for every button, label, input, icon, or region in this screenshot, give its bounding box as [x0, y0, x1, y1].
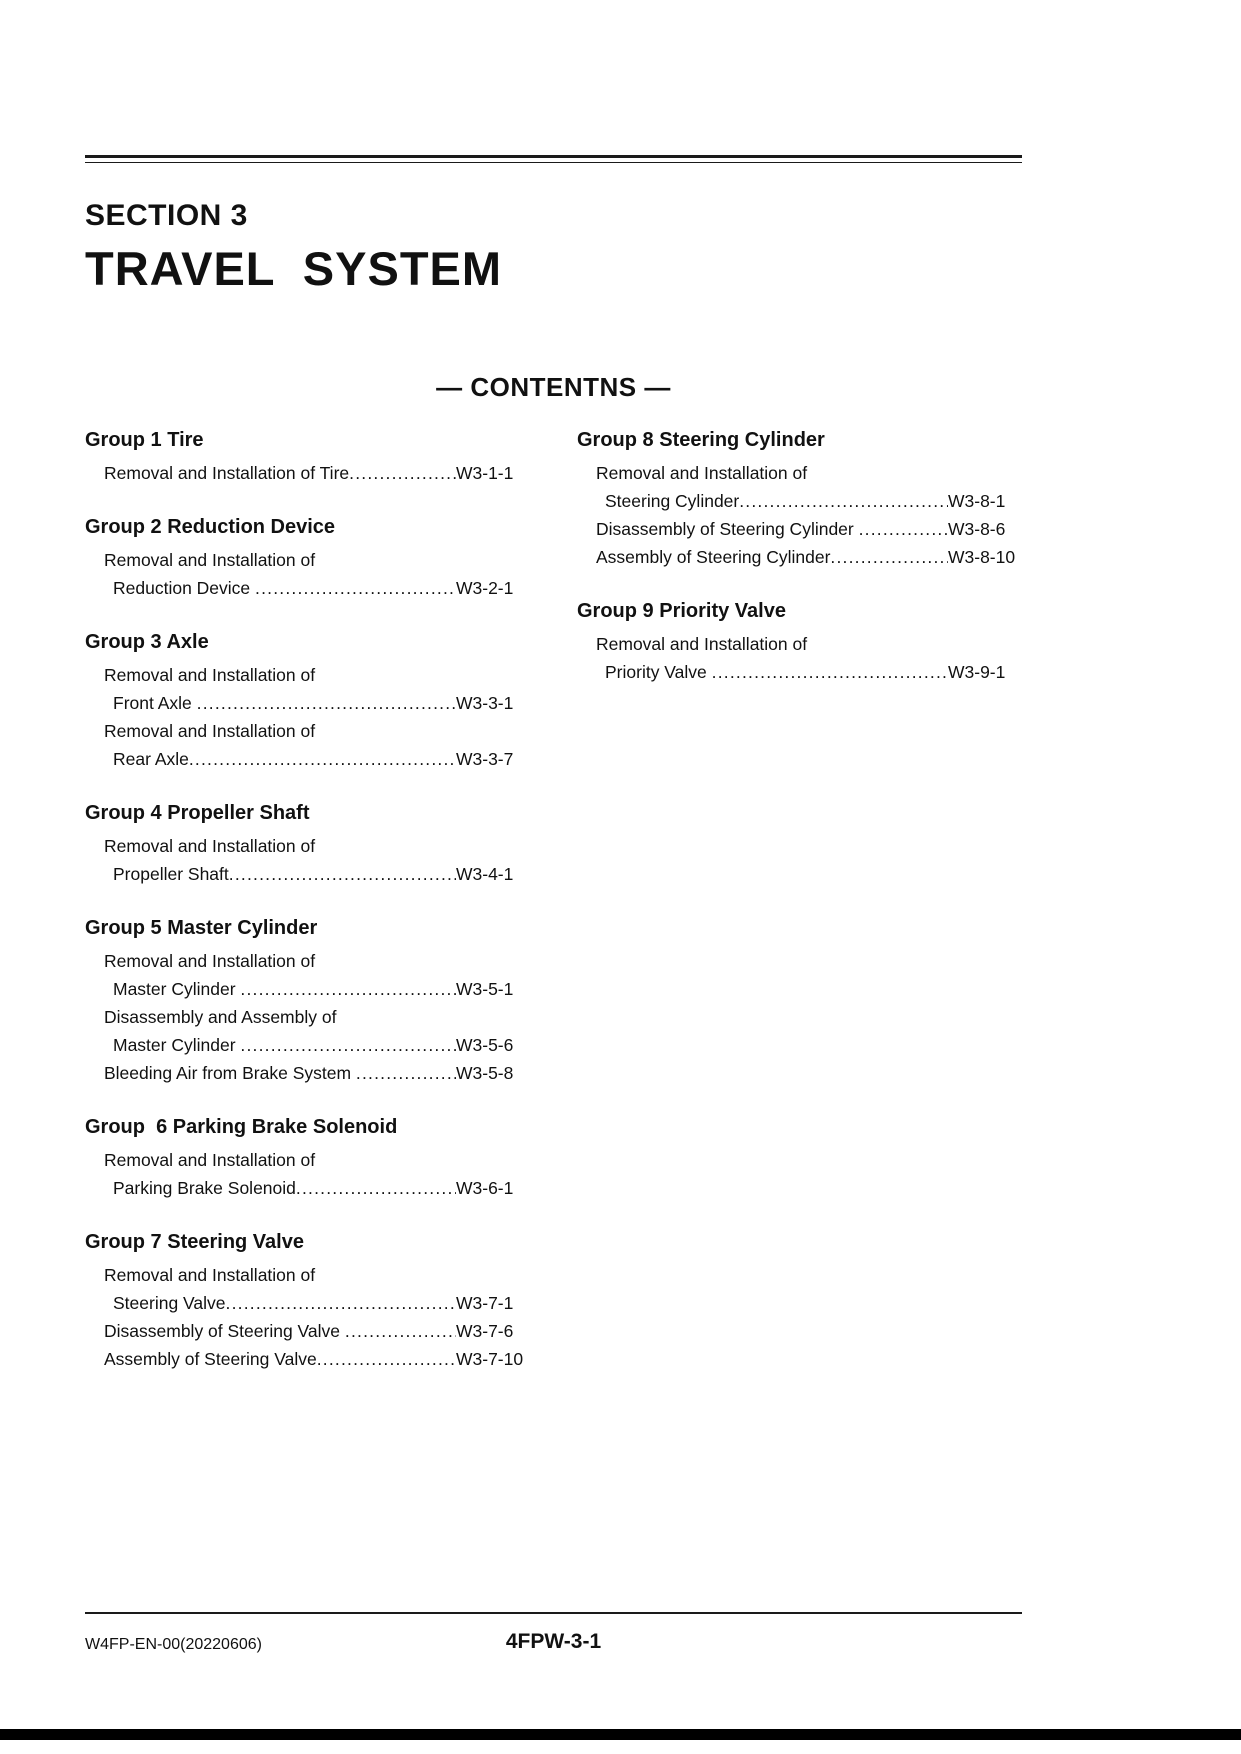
dot-leader	[240, 1031, 456, 1059]
toc-entry	[577, 515, 1022, 543]
toc-entry	[85, 1059, 530, 1087]
toc-entry	[85, 745, 530, 773]
toc-group	[85, 1229, 530, 1373]
entry-text: Steering Cylinder	[605, 491, 740, 511]
section-label: SECTION 3	[85, 199, 248, 232]
dot-leader	[189, 745, 456, 773]
bottom-edge-bar	[0, 1729, 1241, 1740]
toc-entry	[85, 860, 530, 888]
toc-entry	[577, 658, 1022, 686]
entry-text: Assembly of Steering Valve	[104, 1349, 317, 1369]
toc-entry	[85, 1031, 530, 1059]
page-ref: W3-4-1	[456, 864, 514, 884]
page-content	[85, 155, 1022, 1373]
group-title: Group 8 Steering Cylinder	[577, 429, 825, 451]
toc-entry	[577, 459, 1022, 487]
toc-entry	[85, 717, 530, 745]
toc-group	[577, 427, 1022, 571]
entry-text: Removal and Installation of	[104, 1150, 316, 1170]
page-title: TRAVEL SYSTEM	[85, 242, 503, 295]
toc	[85, 427, 1022, 1373]
entry-text: Master Cylinder	[113, 1035, 241, 1055]
entry-text: Propeller Shaft	[113, 864, 229, 884]
entry-text: Steering Valve	[113, 1293, 226, 1313]
page-ref: W3-5-8	[456, 1063, 514, 1083]
toc-entry	[85, 1146, 530, 1174]
toc-entry	[85, 689, 530, 717]
page-ref: W3-1-1	[456, 463, 514, 483]
group-title: Group 4 Propeller Shaft	[85, 802, 310, 824]
contents-heading: — CONTENTNS —	[436, 372, 671, 402]
page-ref: W3-5-1	[456, 979, 514, 999]
toc-entry	[577, 487, 1022, 515]
toc-group	[85, 427, 530, 487]
footer	[85, 1630, 1022, 1660]
dot-leader	[296, 1174, 456, 1202]
top-double-rule	[85, 155, 1022, 163]
entry-text: Assembly of Steering Cylinder	[596, 547, 831, 567]
group-title: Group 6 Parking Brake Solenoid	[85, 1116, 398, 1138]
page-ref: W3-7-6	[456, 1321, 514, 1341]
dot-leader	[255, 574, 456, 602]
entry-text: Reduction Device	[113, 578, 256, 598]
entry-text: Priority Valve	[605, 662, 712, 682]
toc-entry	[85, 1345, 530, 1373]
footer-page-number: 4FPW-3-1	[505, 1630, 602, 1653]
page-ref: W3-8-1	[948, 491, 1006, 511]
entry-text: Bleeding Air from Brake System	[104, 1063, 356, 1083]
dot-leader	[345, 1317, 456, 1345]
page-ref: W3-3-1	[456, 693, 514, 713]
dot-leader	[229, 860, 456, 888]
dot-leader	[712, 658, 948, 686]
page-ref: W3-7-1	[456, 1293, 514, 1313]
entry-text: Disassembly and Assembly of	[104, 1007, 337, 1027]
dot-leader	[317, 1345, 456, 1373]
page-ref: W3-6-1	[456, 1178, 514, 1198]
toc-entry	[85, 947, 530, 975]
dot-leader	[356, 1059, 456, 1087]
dot-leader	[226, 1289, 456, 1317]
group-title: Group 9 Priority Valve	[577, 600, 786, 622]
toc-group	[577, 598, 1022, 686]
footer-rule	[85, 1612, 1022, 1614]
page-ref: W3-7-10	[456, 1349, 524, 1369]
entry-text: Removal and Installation of	[596, 634, 808, 654]
toc-entry	[577, 543, 1022, 571]
toc-entry	[85, 1289, 530, 1317]
page-ref: W3-9-1	[948, 662, 1006, 682]
toc-group	[85, 1114, 530, 1202]
toc-group	[85, 514, 530, 602]
page-ref: W3-5-6	[456, 1035, 514, 1055]
toc-entry	[85, 832, 530, 860]
page-ref: W3-8-10	[948, 547, 1016, 567]
toc-entry	[85, 1317, 530, 1345]
dot-leader	[240, 975, 456, 1003]
group-title: Group 2 Reduction Device	[85, 516, 336, 538]
entry-text: Parking Brake Solenoid	[113, 1178, 296, 1198]
entry-text: Removal and Installation of Tire	[104, 463, 350, 483]
entry-text: Removal and Installation of	[104, 1265, 316, 1285]
entry-text: Disassembly of Steering Valve	[104, 1321, 345, 1341]
entry-text: Removal and Installation of	[104, 721, 316, 741]
dot-leader	[197, 689, 456, 717]
page-ref: W3-8-6	[948, 519, 1006, 539]
group-title: Group 3 Axle	[85, 631, 209, 653]
entry-text: Rear Axle	[113, 749, 189, 769]
toc-group	[85, 800, 530, 888]
entry-text: Removal and Installation of	[596, 463, 808, 483]
toc-entry	[85, 1174, 530, 1202]
page-ref: W3-2-1	[456, 578, 514, 598]
toc-entry	[85, 1261, 530, 1289]
entry-text: Front Axle	[113, 693, 197, 713]
entry-text: Master Cylinder	[113, 979, 241, 999]
entry-text: Removal and Installation of	[104, 836, 316, 856]
toc-entry	[577, 630, 1022, 658]
dot-leader	[739, 487, 948, 515]
entry-text: Removal and Installation of	[104, 665, 316, 685]
toc-entry	[85, 975, 530, 1003]
entry-text: Disassembly of Steering Cylinder	[596, 519, 859, 539]
dot-leader	[349, 459, 456, 487]
entry-text: Removal and Installation of	[104, 951, 316, 971]
group-title: Group 7 Steering Valve	[85, 1231, 304, 1253]
toc-column-left	[85, 427, 530, 1373]
dot-leader	[830, 543, 948, 571]
page-ref: W3-3-7	[456, 749, 514, 769]
toc-entry	[85, 459, 530, 487]
toc-entry	[85, 574, 530, 602]
dot-leader	[859, 515, 948, 543]
toc-entry	[85, 1003, 530, 1031]
toc-entry	[85, 546, 530, 574]
toc-column-right	[577, 427, 1022, 1373]
group-title: Group 1 Tire	[85, 429, 204, 451]
entry-text: Removal and Installation of	[104, 550, 316, 570]
footer-document-code: W4FP-EN-00(20220606)	[85, 1636, 262, 1653]
toc-group	[85, 629, 530, 773]
toc-group	[85, 915, 530, 1087]
toc-entry	[85, 661, 530, 689]
group-title: Group 5 Master Cylinder	[85, 917, 318, 939]
